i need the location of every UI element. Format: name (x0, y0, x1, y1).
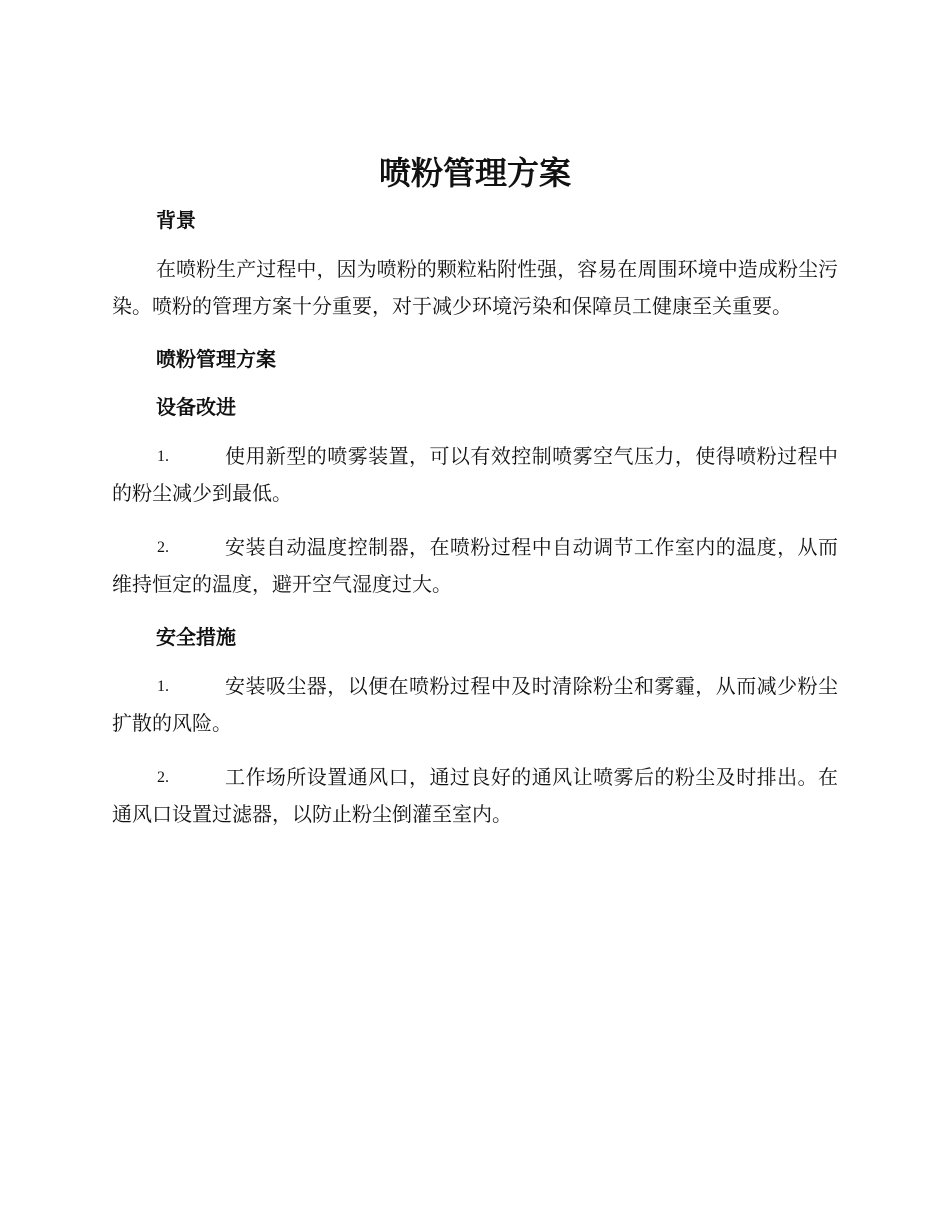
list-item (112, 438, 838, 512)
spacer (112, 651, 838, 668)
spacer (112, 373, 838, 393)
list-item-text: 使用新型的喷雾装置，可以有效控制喷雾空气压力，使得喷粉过程中的粉尘减少到最低。 (112, 444, 838, 505)
list-item (112, 668, 838, 742)
section-heading-equipment: 设备改进 (156, 395, 236, 419)
spacer (112, 325, 838, 345)
list-item-text: 安装吸尘器，以便在喷粉过程中及时清除粉尘和雾霾，从而减少粉尘扩散的风险。 (112, 674, 838, 735)
spacer (112, 421, 838, 438)
document-page (112, 150, 838, 833)
list-item-number: 1. (157, 448, 169, 465)
section-heading-background: 背景 (156, 208, 196, 232)
list-item (112, 759, 838, 833)
list-item-text: 安装自动温度控制器，在喷粉过程中自动调节工作室内的温度，从而维持恒定的温度，避开空气湿度过大。 (112, 535, 838, 596)
document-title: 喷粉管理方案 (378, 154, 571, 192)
list-item-number: 2. (157, 769, 169, 786)
list-item-number: 1. (157, 678, 169, 695)
section-heading-safety: 安全措施 (156, 625, 236, 649)
list-item-number: 2. (157, 539, 169, 556)
spacer (112, 512, 838, 529)
list-item (112, 529, 838, 603)
spacer (112, 742, 838, 759)
spacer (112, 234, 838, 251)
section-heading-plan: 喷粉管理方案 (156, 347, 276, 371)
spacer (112, 603, 838, 623)
background-paragraph: 在喷粉生产过程中，因为喷粉的颗粒粘附性强，容易在周围环境中造成粉尘污染。喷粉的管理方案十分重要，对于减少环境污染和保障员工健康至关重要。 (112, 257, 838, 318)
list-item-text: 工作场所设置通风口，通过良好的通风让喷雾后的粉尘及时排出。在通风口设置过滤器，以防止粉尘倒灌至室内。 (112, 765, 838, 826)
